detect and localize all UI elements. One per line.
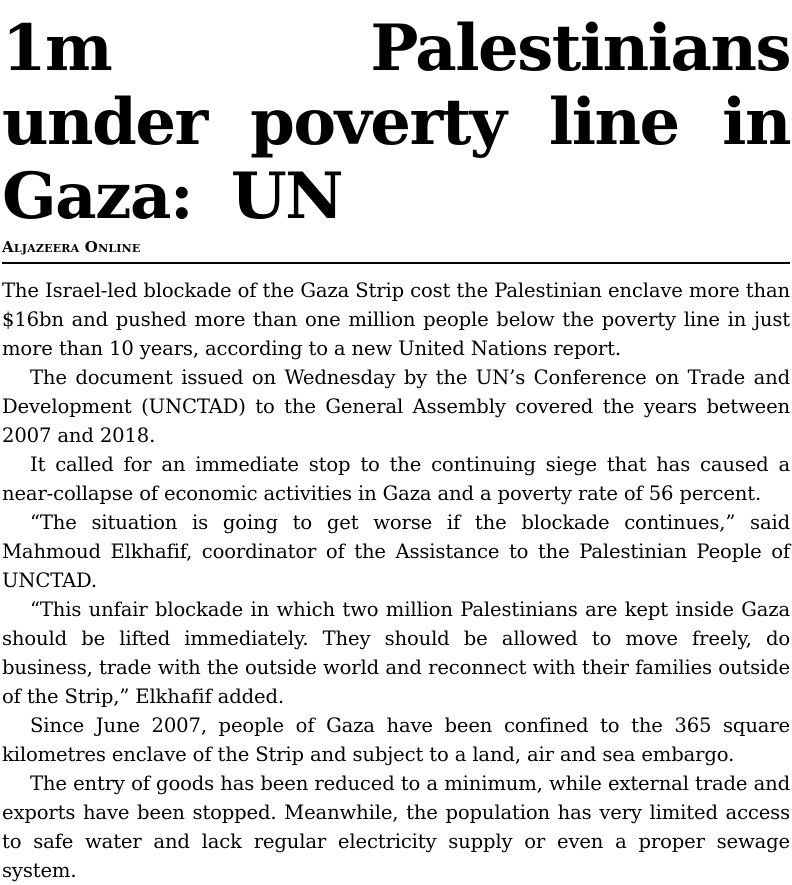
article-paragraph: The entry of goods has been reduced to a minimum, while external trade and exports have been stopped. Meanwhile, the population has very limited access to safe water and lack regular electricity supply or even a proper sewage system. <box>2 772 790 882</box>
article-paragraph: It called for an immediate stop to the continuing siege that has caused a near-collapse of economic activities in Gaza and a poverty rate of 56 percent. <box>2 453 790 505</box>
headline-divider <box>2 262 790 264</box>
article-byline: Aljazeera Online <box>2 238 141 256</box>
article-paragraph: Since June 2007, people of Gaza have been confined to the 365 square kilometres enclave of the Strip and subject to a land, air and sea embargo. <box>2 714 790 766</box>
article-body <box>2 276 790 885</box>
article-paragraph: “This unfair blockade in which two million Palestinians are kept inside Gaza should be lifted immediately. They should be allowed to move freely, do business, trade with the outside world and reconnect with their families outside of the Strip,” Elkhafif added. <box>2 598 790 708</box>
article-paragraph: “The situation is going to get worse if the blockade continues,” said Mahmoud Elkhafif, coordinator of the Assistance to the Palestinian People of UNCTAD. <box>2 511 790 592</box>
article-paragraph: The Israel-led blockade of the Gaza Strip cost the Palestinian enclave more than $16bn and pushed more than one million people below the poverty line in just more than 10 years, according to a new United Nations report. <box>2 279 790 360</box>
article-paragraph: The document issued on Wednesday by the UN’s Conference on Trade and Development (UNCTAD) to the General Assembly covered the years between 2007 and 2018. <box>2 366 790 447</box>
article-headline: 1m Palestinians under poverty line in Gaza: UN <box>2 11 790 234</box>
